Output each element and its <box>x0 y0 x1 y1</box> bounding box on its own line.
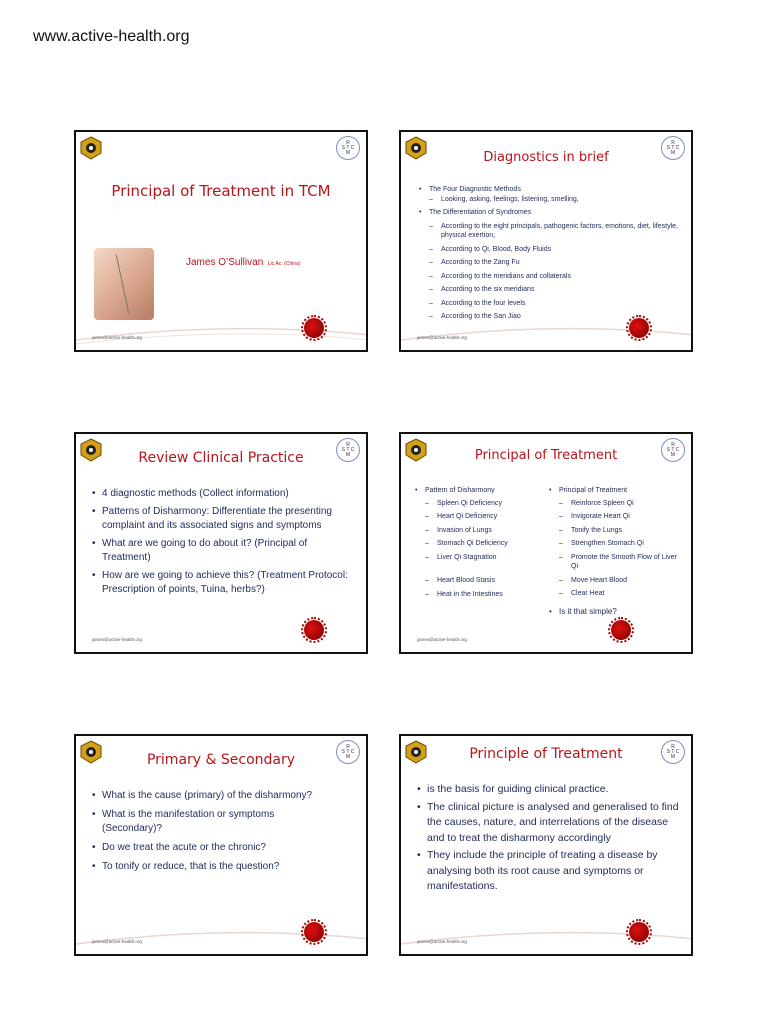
red-seal-icon <box>304 922 324 942</box>
bullet-item: • How are we going to achieve this? (Treatment Protocol: Prescription of points, Tuina, herbs?) <box>92 569 354 597</box>
slide-title-text: Principal of Treatment in TCM <box>111 182 331 200</box>
bullet-item: • is the basis for guiding clinical practice. <box>417 782 681 798</box>
question-item: • Is it that simple? <box>549 607 683 617</box>
treatment-item: – Strengthen Stomach Qi <box>549 539 683 549</box>
slide-principle-of-treatment <box>399 734 693 956</box>
red-seal-icon <box>629 318 649 338</box>
rstcm-badge-icon: R S T C M <box>661 136 685 160</box>
sub-bullet-item: – According to Qi, Blood, Body Fluids <box>419 245 679 255</box>
red-seal-icon <box>304 318 324 338</box>
treatment-item: – Clear Heat <box>549 589 683 599</box>
slide-title <box>74 130 368 352</box>
rstcm-badge-icon: R S T C M <box>336 136 360 160</box>
footer-email: james@active-health.org <box>92 939 142 944</box>
pattern-item: – Heart Blood Stasis <box>415 576 549 586</box>
sub-bullet-item: – According to the Zang Fu <box>419 258 679 268</box>
footer-email: james@active-health.org <box>417 939 467 944</box>
red-seal-icon <box>304 620 324 640</box>
slide-title-text: Principal of Treatment <box>474 448 618 463</box>
bullet-item: • The Four Diagnostic Methods <box>419 185 679 195</box>
slide-diagnostics <box>399 130 693 352</box>
bullet-item: • The Differentiation of Syndromes <box>419 208 679 218</box>
sub-bullet-item: – According to the six meridians <box>419 285 679 295</box>
bullet-item: • What is the cause (primary) of the disharmony? <box>92 789 316 803</box>
bullet-item: • What is the manifestation or symptoms (Secondary)? <box>92 808 316 836</box>
sub-bullet-item: – According to the meridians and collaterals <box>419 272 679 282</box>
rstcm-badge-icon: R S T C M <box>661 438 685 462</box>
bullet-item: • They include the principle of treating a disease by analysing both its root cause and symptoms or manifestations. <box>417 848 681 895</box>
slide-review-clinical-practice <box>74 432 368 654</box>
slide-title-text: Review Clinical Practice <box>138 450 304 466</box>
slide-title-text: Primary & Secondary <box>146 752 296 768</box>
bullet-item: • What are we going to do about it? (Principal of Treatment) <box>92 537 354 565</box>
sub-bullet-item: – According to the eight principals, pathogenic factors, emotions, diet, lifestyle, physical exertion, <box>419 222 679 241</box>
site-url: www.active-health.org <box>33 28 190 45</box>
footer-email: james@active-health.org <box>417 637 467 642</box>
red-seal-icon <box>629 922 649 942</box>
footer-email: james@active-health.org <box>92 637 142 642</box>
red-seal-icon <box>611 620 631 640</box>
rstcm-badge-icon: R S T C M <box>336 438 360 462</box>
slide-title-text: Principle of Treatment <box>469 746 623 762</box>
bullet-item: • Patterns of Disharmony: Differentiate the presenting complaint and its associated signs and symptoms <box>92 505 354 533</box>
slide-primary-secondary <box>74 734 368 956</box>
footer-email: james@active-health.org <box>92 335 142 340</box>
slide-principal-of-treatment <box>399 432 693 654</box>
sub-bullet-item: – According to the San Jiao <box>419 312 679 322</box>
bullet-item: • The clinical picture is analysed and generalised to find the causes, nature, and interrelations of the disease and to treat the disharmony accordingly <box>417 800 681 847</box>
pattern-item: – Heart Qi Deficiency <box>415 512 549 522</box>
pattern-item: – Invasion of Lungs <box>415 526 549 536</box>
pattern-item: – Liver Qi Stagnation <box>415 553 549 563</box>
rstcm-badge-icon: R S T C M <box>336 740 360 764</box>
sub-bullet-item: – Looking, asking, feelings, listening, smelling, <box>419 195 679 205</box>
pattern-item: – Heat in the Intestines <box>415 590 549 600</box>
column-heading: • Pattern of Disharmony <box>415 486 549 496</box>
pattern-item: – Spleen Qi Deficiency <box>415 499 549 509</box>
sub-bullet-item: – According to the four levels <box>419 299 679 309</box>
slide-title-text: Diagnostics in brief <box>483 150 609 165</box>
treatment-item: – Move Heart Blood <box>549 576 683 586</box>
column-heading: • Principal of Treatment <box>549 486 683 496</box>
author-name: James O’Sullivan <box>186 257 264 268</box>
pattern-item: – Stomach Qi Deficiency <box>415 539 549 549</box>
treatment-item: – Reinforce Spleen Qi <box>549 499 683 509</box>
bullet-item: • 4 diagnostic methods (Collect information) <box>92 487 354 501</box>
bullet-item: • To tonify or reduce, that is the question? <box>92 860 316 874</box>
bullet-item: • Do we treat the acute or the chronic? <box>92 841 316 855</box>
author-credentials: Lic.Ac. (China) <box>267 261 301 267</box>
treatment-item: – Tonify the Lungs <box>549 526 683 536</box>
rstcm-badge-icon: R S T C M <box>661 740 685 764</box>
clinic-logo-icon <box>80 136 102 160</box>
footer-email: james@active-health.org <box>417 335 467 340</box>
treatment-item: – Promote the Smooth Flow of Liver Qi <box>549 553 683 572</box>
treatment-item: – Invigorate Heart Qi <box>549 512 683 522</box>
